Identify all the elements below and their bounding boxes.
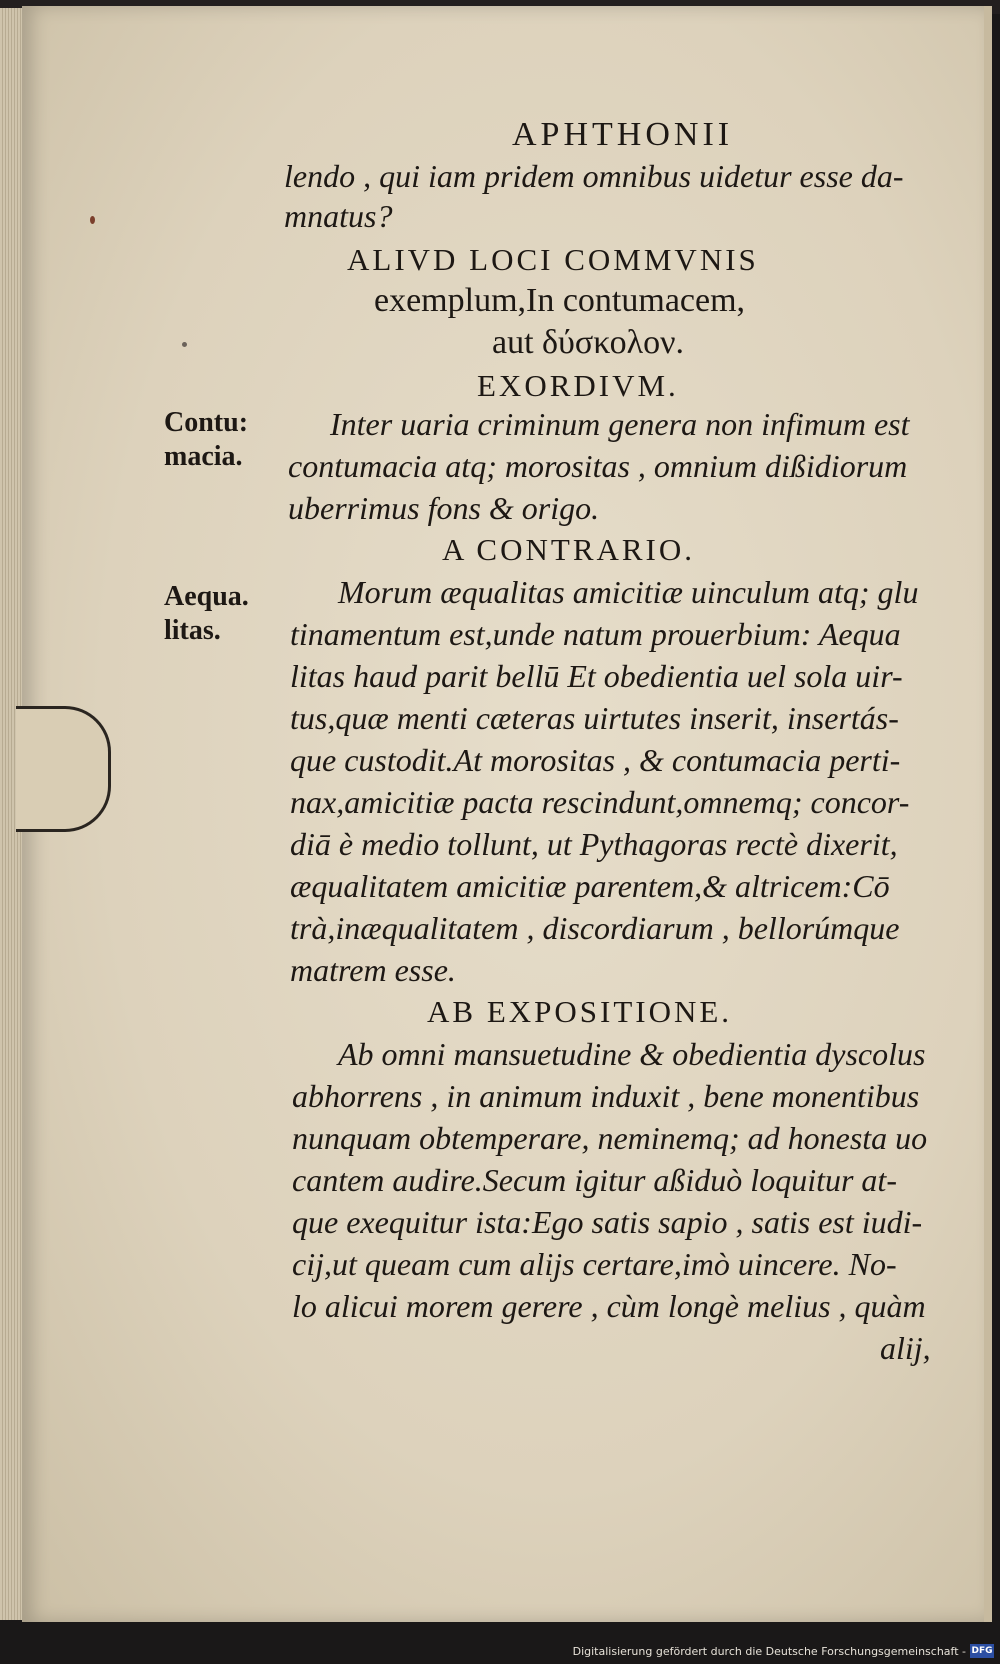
text-line: cantem audire.Secum igitur aßiduò loquitur at- [292,1162,897,1198]
book-page [22,6,992,1622]
margin-note [164,406,248,474]
running-head: APHTHONII [512,116,734,153]
text-line: matrem esse. [290,952,456,988]
stain-speck [90,216,95,224]
expositione-heading: AB EXPOSITIONE. [427,994,733,1029]
section-subtitle: exemplum,In contumacem, [374,282,746,319]
contrario-heading: A CONTRARIO. [442,532,696,567]
margin-note-line: macia. [164,441,243,472]
section-subtitle-greek: aut δύσκολον. [492,324,684,361]
catchword: alij, [880,1330,931,1366]
text-line: trà,inæqualitatem , discordiarum , bellorúmque [290,910,900,946]
text-line: tinamentum est,unde natum prouerbium: Aequa [290,616,901,652]
text-line: cij,ut queam cum alijs certare,imò uincere. No- [292,1246,897,1282]
page-tab-marker [16,706,111,832]
text-line: que exequitur ista:Ego satis sapio , satis est iudi- [292,1204,923,1240]
text-line: Morum æqualitas amicitiæ uinculum atq; glu [338,574,919,610]
section-title: ALIVD LOCI COMMVNIS [347,242,759,277]
digitization-credit: Digitalisierung gefördert durch die Deutsche Forschungsgemeinschaft - [572,1645,966,1658]
margin-note [164,580,249,648]
text-line: litas haud parit bellū Et obedientia uel sola uir- [290,658,903,694]
text-line: nax,amicitiæ pacta rescindunt,omnemq; concor- [290,784,910,820]
margin-note-line: litas. [164,615,221,646]
text-line: æqualitatem amicitiæ parentem,& altricem:Cō [290,868,890,904]
text-line: Inter uaria criminum genera non infimum est [330,406,910,442]
text-line: que custodit.At morositas , & contumacia perti- [290,742,901,778]
text-line: tus,quæ menti cæteras uirtutes inserit, insertás- [290,700,899,736]
text-line: contumacia atq; morositas , omnium dißidiorum [288,448,908,484]
text-line: Ab omni mansuetudine & obedientia dyscolus [338,1036,926,1072]
text-line: diā è medio tollunt, ut Pythagoras rectè dixerit, [290,826,898,862]
text-line: mnatus? [284,198,393,234]
dfg-logo: DFG [971,1646,993,1656]
text-line: uberrimus fons & origo. [288,490,600,526]
text-line: lo alicui morem gerere , cùm longè melius , quàm [292,1288,926,1324]
text-line: abhorrens , in animum induxit , bene monentibus [292,1078,920,1114]
text-line: lendo , qui iam pridem omnibus uidetur esse da- [284,158,904,194]
margin-note-line: Aequa. [164,581,249,612]
stain-speck [182,342,187,347]
margin-note-line: Contu: [164,407,249,438]
exordium-heading: EXORDIVM. [477,368,679,403]
text-line: nunquam obtemperare, neminemq; ad honesta uo [292,1120,928,1156]
